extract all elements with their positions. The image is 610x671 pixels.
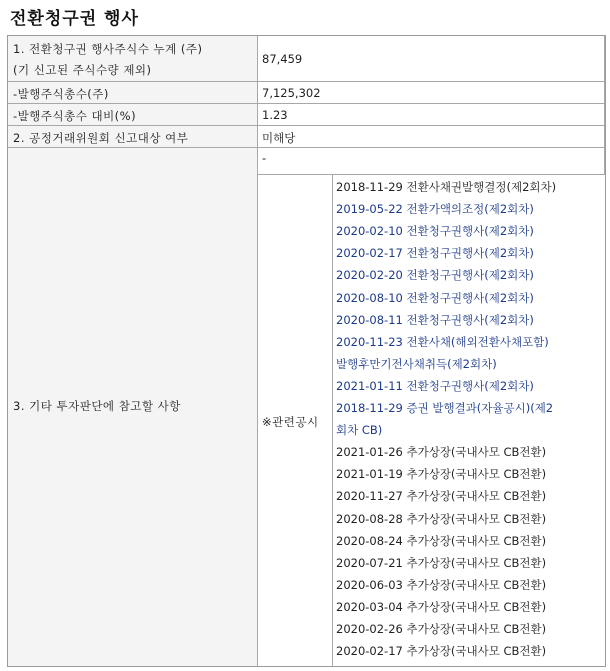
related-filings-list: [333, 175, 605, 666]
ftc-value-cell: [258, 126, 605, 148]
related-filing-4-line1[interactable]: 2020-02-17 전환청구권행사(제2회차): [336, 246, 534, 261]
related-filing-12-line1: 2021-01-19 추가상장(국내사모 CB전환): [336, 467, 547, 482]
related-filing-19-line1: 2020-02-26 추가상장(국내사모 CB전환): [336, 622, 547, 636]
ratio-value: 1.23: [262, 108, 288, 122]
related-filing-10-line2[interactable]: 회차 CB): [336, 423, 383, 438]
other-value: -: [262, 151, 267, 165]
ratio-value-cell: [258, 104, 605, 126]
related-filing-15-line1: 2020-08-24 추가상장(국내사모 CB전환): [336, 533, 547, 548]
related-filing-1-line1: 2018-11-29 전환사채권발행결정(제2회차): [336, 180, 557, 194]
related-filing-5-line1[interactable]: 2020-02-20 전환청구권행사(제2회차): [336, 268, 534, 283]
related-filing-20-line1: 2020-02-17 추가상장(국내사모 CB전환): [336, 644, 547, 659]
total-shares-label: -발행주식총수(주): [13, 87, 109, 101]
related-filing-7-line1[interactable]: 2020-08-11 전환청구권행사(제2회차): [336, 312, 534, 327]
ratio-label: -발행주식총수 대비(%): [13, 109, 137, 123]
related-filing-9-line1[interactable]: 2021-01-11 전환청구권행사(제2회차): [336, 378, 534, 393]
ratio-label-cell: [8, 104, 258, 126]
related-label: ※관련공시: [262, 415, 319, 429]
total-shares-value-cell: [258, 82, 605, 104]
related-filing-17-line1: 2020-06-03 추가상장(국내사모 CB전환): [336, 577, 547, 592]
cumulative-value: 87,459: [262, 52, 303, 66]
cumulative-value-cell: [258, 36, 605, 82]
other-value-cell: [258, 148, 605, 175]
disclosure-table: [7, 35, 606, 667]
related-filing-14-line1: 2020-08-28 추가상장(국내사모 CB전환): [336, 511, 547, 526]
related-filing-11-line1: 2021-01-26 추가상장(국내사모 CB전환): [336, 445, 547, 460]
cumulative-label-line1: 1. 전환청구권 행사주식수 누계 (주): [13, 42, 203, 56]
total-shares-label-cell: [8, 82, 258, 104]
related-filing-10-line1[interactable]: 2018-11-29 증권 발행결과(자율공시)(제2: [336, 401, 554, 415]
ftc-label: 2. 공정거래위원회 신고대상 여부: [13, 131, 189, 145]
related-filing-18-line1: 2020-03-04 추가상장(국내사모 CB전환): [336, 599, 547, 614]
ftc-value: 미해당: [262, 131, 296, 145]
related-filing-2-line1[interactable]: 2019-05-22 전환가액의조정(제2회차): [336, 202, 534, 217]
cumulative-label-cell: [8, 36, 258, 82]
related-label-cell: [258, 175, 333, 666]
related-filing-13-line1: 2020-11-27 추가상장(국내사모 CB전환): [336, 489, 547, 504]
related-filing-8-line1[interactable]: 2020-11-23 전환사채(해외전환사채포함): [336, 334, 549, 349]
cumulative-label-line2: (기 신고된 주식수량 제외): [13, 63, 152, 77]
other-label: 3. 기타 투자판단에 참고할 사항: [13, 399, 181, 413]
other-label-cell: [8, 148, 258, 666]
related-filing-3-line1[interactable]: 2020-02-10 전환청구권행사(제2회차): [336, 224, 534, 239]
related-filing-16-line1: 2020-07-21 추가상장(국내사모 CB전환): [336, 555, 547, 570]
related-filing-6-line1[interactable]: 2020-08-10 전환청구권행사(제2회차): [336, 290, 534, 305]
total-shares-value: 7,125,302: [262, 86, 321, 100]
related-filing-8-line2[interactable]: 발행후만기전사채취득(제2회차): [336, 356, 497, 371]
ftc-label-cell: [8, 126, 258, 148]
page-title: 전환청구권 행사: [10, 9, 139, 29]
